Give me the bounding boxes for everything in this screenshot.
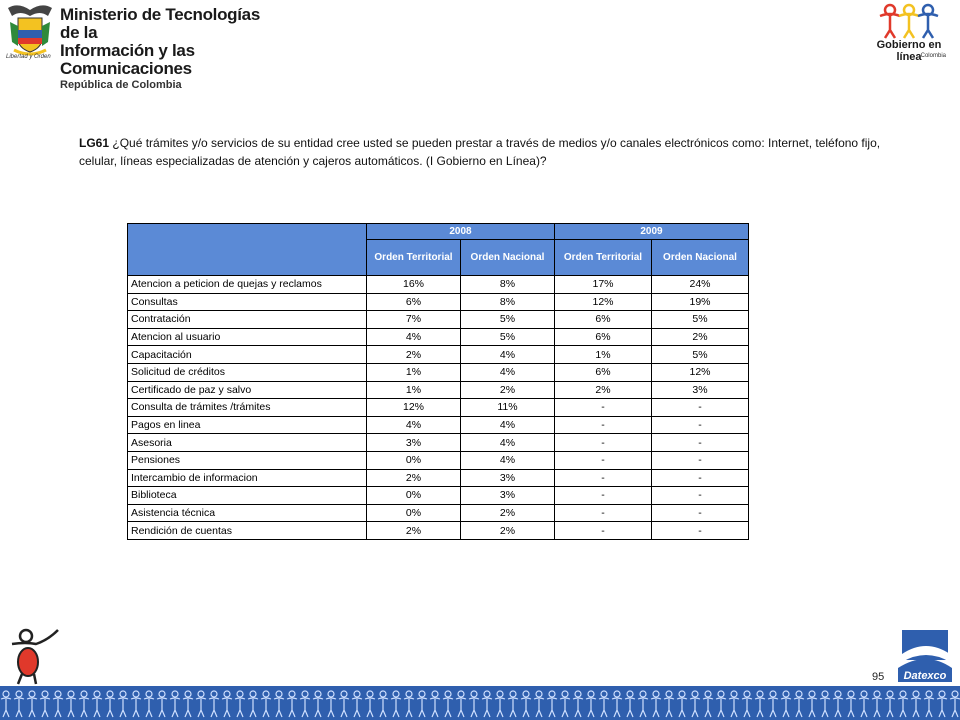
- value-cell: -: [652, 487, 749, 505]
- row-label: Intercambio de informacion: [128, 469, 367, 487]
- value-cell: 4%: [461, 346, 555, 364]
- question-code: LG61: [79, 136, 110, 150]
- value-cell: -: [652, 469, 749, 487]
- table-row: [128, 469, 749, 487]
- table-row: [128, 381, 749, 399]
- value-cell: 4%: [367, 416, 461, 434]
- ministry-line-3: República de Colombia: [60, 79, 182, 91]
- value-cell: 5%: [461, 311, 555, 329]
- value-cell: 3%: [367, 434, 461, 452]
- table-row: [128, 293, 749, 311]
- value-cell: -: [652, 451, 749, 469]
- gel-brand-text: Gobierno en línea: [876, 39, 942, 63]
- row-label: Capacitación: [128, 346, 367, 364]
- table-row: [128, 487, 749, 505]
- table-row: [128, 504, 749, 522]
- gel-country-text: Colombia: [920, 53, 946, 59]
- value-cell: -: [555, 469, 652, 487]
- value-cell: 8%: [461, 276, 555, 294]
- blank-header-cell: [128, 224, 367, 276]
- value-cell: 4%: [461, 363, 555, 381]
- ministry-logo: [4, 2, 264, 91]
- row-label: Atencion a peticion de quejas y reclamos: [128, 276, 367, 294]
- value-cell: -: [555, 522, 652, 540]
- value-cell: 6%: [555, 311, 652, 329]
- value-cell: 0%: [367, 487, 461, 505]
- gobierno-en-linea-logo: [868, 2, 950, 66]
- value-cell: 2%: [461, 522, 555, 540]
- value-cell: 5%: [652, 346, 749, 364]
- table-row: [128, 346, 749, 364]
- value-cell: -: [555, 504, 652, 522]
- value-cell: 3%: [652, 381, 749, 399]
- year-header-row: [128, 224, 749, 240]
- table-row: [128, 451, 749, 469]
- value-cell: 1%: [367, 363, 461, 381]
- value-cell: 3%: [461, 469, 555, 487]
- value-cell: 2%: [461, 504, 555, 522]
- value-cell: 2%: [461, 381, 555, 399]
- subheader-cell: Orden Territorial: [555, 240, 652, 276]
- year-header-2009: 2009: [555, 224, 749, 240]
- table-row: [128, 434, 749, 452]
- subheader-cell: Orden Nacional: [652, 240, 749, 276]
- row-label: Contratación: [128, 311, 367, 329]
- row-label: Pagos en linea: [128, 416, 367, 434]
- table-row: [128, 416, 749, 434]
- value-cell: -: [555, 399, 652, 417]
- subheader-cell: Orden Territorial: [367, 240, 461, 276]
- value-cell: 17%: [555, 276, 652, 294]
- year-header-2008: 2008: [367, 224, 555, 240]
- datexco-logo: [896, 628, 954, 686]
- row-label: Certificado de paz y salvo: [128, 381, 367, 399]
- value-cell: 2%: [367, 522, 461, 540]
- row-label: Solicitud de créditos: [128, 363, 367, 381]
- table-row: [128, 399, 749, 417]
- value-cell: 6%: [555, 363, 652, 381]
- table-row: [128, 363, 749, 381]
- value-cell: 12%: [555, 293, 652, 311]
- value-cell: 16%: [367, 276, 461, 294]
- value-cell: 1%: [367, 381, 461, 399]
- table-row: [128, 328, 749, 346]
- row-label: Consulta de trámites /trámites: [128, 399, 367, 417]
- value-cell: 6%: [367, 293, 461, 311]
- ministry-line-2: Información y las Comunicaciones: [60, 41, 195, 78]
- table-row: [128, 522, 749, 540]
- value-cell: 2%: [367, 469, 461, 487]
- people-figures-icon: [868, 2, 950, 40]
- motto: Libertad y Orden: [6, 54, 51, 60]
- row-label: Pensiones: [128, 451, 367, 469]
- row-label: Rendición de cuentas: [128, 522, 367, 540]
- table-row: [128, 311, 749, 329]
- value-cell: 24%: [652, 276, 749, 294]
- value-cell: 11%: [461, 399, 555, 417]
- value-cell: -: [652, 434, 749, 452]
- value-cell: -: [555, 416, 652, 434]
- value-cell: 4%: [461, 434, 555, 452]
- row-label: Atencion al usuario: [128, 328, 367, 346]
- ministry-line-1: Ministerio de Tecnologías de la: [60, 5, 260, 42]
- person-figure-icon: [8, 626, 62, 686]
- value-cell: -: [555, 487, 652, 505]
- value-cell: 12%: [652, 363, 749, 381]
- results-table: [127, 223, 749, 540]
- page-number: 95: [872, 671, 885, 683]
- value-cell: 5%: [461, 328, 555, 346]
- value-cell: -: [652, 416, 749, 434]
- value-cell: 4%: [461, 416, 555, 434]
- value-cell: 2%: [367, 346, 461, 364]
- value-cell: 5%: [652, 311, 749, 329]
- value-cell: -: [652, 522, 749, 540]
- value-cell: 1%: [555, 346, 652, 364]
- row-label: Biblioteca: [128, 487, 367, 505]
- datexco-brand-text: Datexco: [903, 670, 947, 682]
- value-cell: 4%: [461, 451, 555, 469]
- value-cell: -: [652, 399, 749, 417]
- value-cell: 12%: [367, 399, 461, 417]
- value-cell: 2%: [555, 381, 652, 399]
- row-label: Asesoria: [128, 434, 367, 452]
- question-body: ¿Qué trámites y/o servicios de su entidad cree usted se pueden prestar a través de medios y/o canales electrónicos como: Internet, teléfono fijo, celular, líneas especializadas de atención y cajeros automáticos. (I Gobierno en Línea)?: [79, 136, 881, 168]
- row-label: Consultas: [128, 293, 367, 311]
- ministry-name: [60, 6, 264, 92]
- table-row: [128, 276, 749, 294]
- row-label: Asistencia técnica: [128, 504, 367, 522]
- value-cell: 3%: [461, 487, 555, 505]
- value-cell: 0%: [367, 504, 461, 522]
- footer-people-band: [0, 686, 960, 720]
- value-cell: -: [652, 504, 749, 522]
- value-cell: 7%: [367, 311, 461, 329]
- value-cell: 6%: [555, 328, 652, 346]
- value-cell: -: [555, 451, 652, 469]
- value-cell: 4%: [367, 328, 461, 346]
- value-cell: -: [555, 434, 652, 452]
- subheader-cell: Orden Nacional: [461, 240, 555, 276]
- value-cell: 0%: [367, 451, 461, 469]
- table-body: [128, 276, 749, 540]
- question-text: [79, 134, 899, 170]
- value-cell: 8%: [461, 293, 555, 311]
- value-cell: 2%: [652, 328, 749, 346]
- value-cell: 19%: [652, 293, 749, 311]
